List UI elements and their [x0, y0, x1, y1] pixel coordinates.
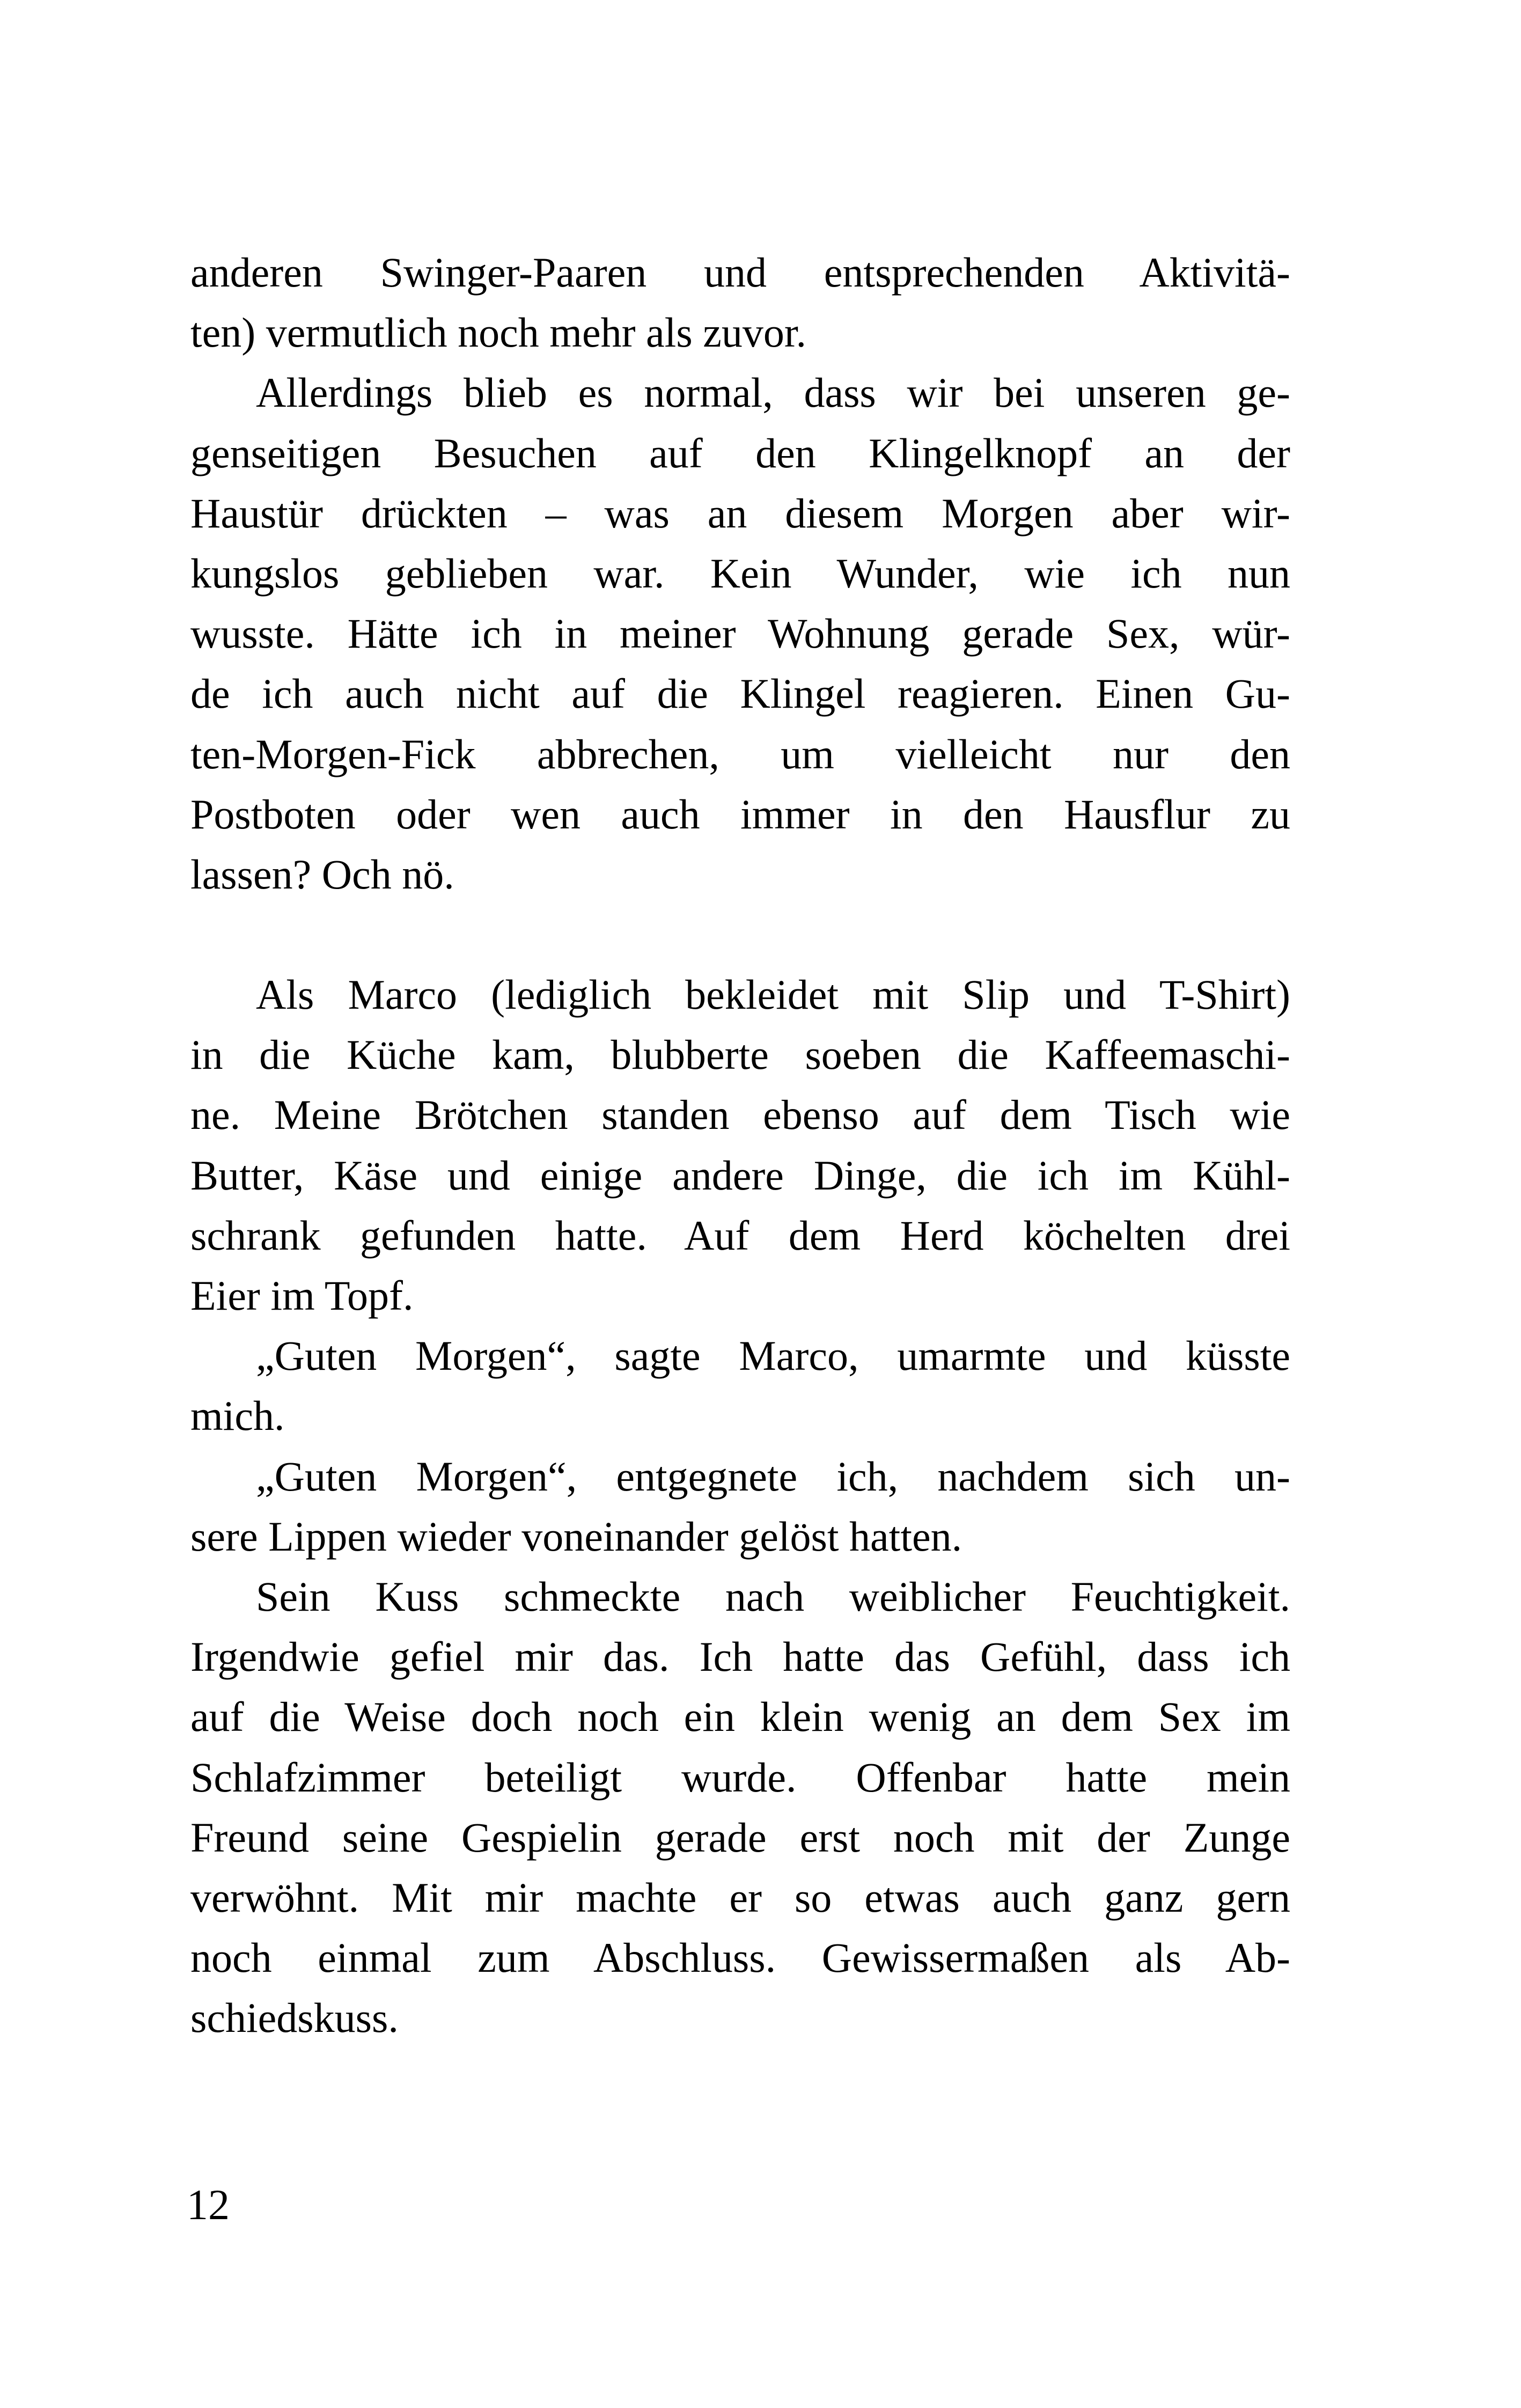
section-break — [190, 905, 1290, 965]
text-line: schiedskuss. — [190, 1994, 399, 2042]
page-number: 12 — [187, 2182, 230, 2229]
text-line: lassen? Och nö. — [190, 850, 454, 898]
page-body — [190, 243, 1290, 2048]
text-line: kungslos geblieben war. Kein Wunder, wie ich nun — [190, 549, 1290, 597]
text-line: genseitigen Besuchen auf den Klingelknopf an der — [190, 429, 1290, 476]
text-line: ten) vermutlich noch mehr als zuvor. — [190, 309, 806, 356]
text-line: in die Küche kam, blubberte soeben die Kaffeemaschi- — [190, 1031, 1290, 1078]
text-line: Butter, Käse und einige andere Dinge, die ich im Kühl- — [190, 1151, 1290, 1199]
text-line: mich. — [190, 1392, 285, 1440]
text-line: Sein Kuss schmeckte nach weiblicher Feuchtigkeit. — [256, 1573, 1290, 1620]
text-line: ten-Morgen-Fick abbrechen, um vielleicht nur den — [190, 730, 1290, 777]
text-line: noch einmal zum Abschluss. Gewissermaßen als Ab- — [190, 1934, 1290, 1981]
text-line: sere Lippen wieder voneinander gelöst hatten. — [190, 1513, 962, 1560]
text-line: de ich auch nicht auf die Klingel reagieren. Einen Gu- — [190, 670, 1290, 717]
text-line: Irgendwie gefiel mir das. Ich hatte das Gefühl, dass ich — [190, 1633, 1290, 1680]
paragraph — [190, 1567, 1290, 2049]
text-line: Allerdings blieb es normal, dass wir bei unseren ge- — [256, 369, 1290, 416]
paragraph — [190, 1447, 1290, 1567]
paragraph — [190, 965, 1290, 1326]
text-line: schrank gefunden hatte. Auf dem Herd köchelten drei — [190, 1212, 1290, 1259]
paragraph — [190, 243, 1290, 363]
paragraph — [190, 1326, 1290, 1446]
text-line: verwöhnt. Mit mir machte er so etwas auch ganz gern — [190, 1874, 1290, 1921]
text-line: Schlafzimmer beteiligt wurde. Offenbar hatte mein — [190, 1753, 1290, 1801]
text-line: wusste. Hätte ich in meiner Wohnung gerade Sex, wür- — [190, 610, 1290, 657]
text-line: anderen Swinger-Paaren und entsprechenden Aktivitä- — [190, 249, 1290, 296]
text-line: ne. Meine Brötchen standen ebenso auf dem Tisch wie — [190, 1091, 1290, 1139]
text-line: Postboten oder wen auch immer in den Hausflur zu — [190, 790, 1290, 838]
text-line: „Guten Morgen“, entgegnete ich, nachdem sich un- — [256, 1452, 1290, 1500]
text-line: auf die Weise doch noch ein klein wenig an dem Sex im — [190, 1693, 1290, 1741]
paragraph — [190, 363, 1290, 905]
text-line: Eier im Topf. — [190, 1272, 414, 1319]
text-line: Freund seine Gespielin gerade erst noch mit der Zunge — [190, 1814, 1290, 1861]
text-line: Als Marco (lediglich bekleidet mit Slip und T-Shirt) — [256, 971, 1290, 1018]
text-line: „Guten Morgen“, sagte Marco, umarmte und küsste — [256, 1332, 1290, 1379]
text-line: Haustür drückten – was an diesem Morgen aber wir- — [190, 489, 1290, 537]
